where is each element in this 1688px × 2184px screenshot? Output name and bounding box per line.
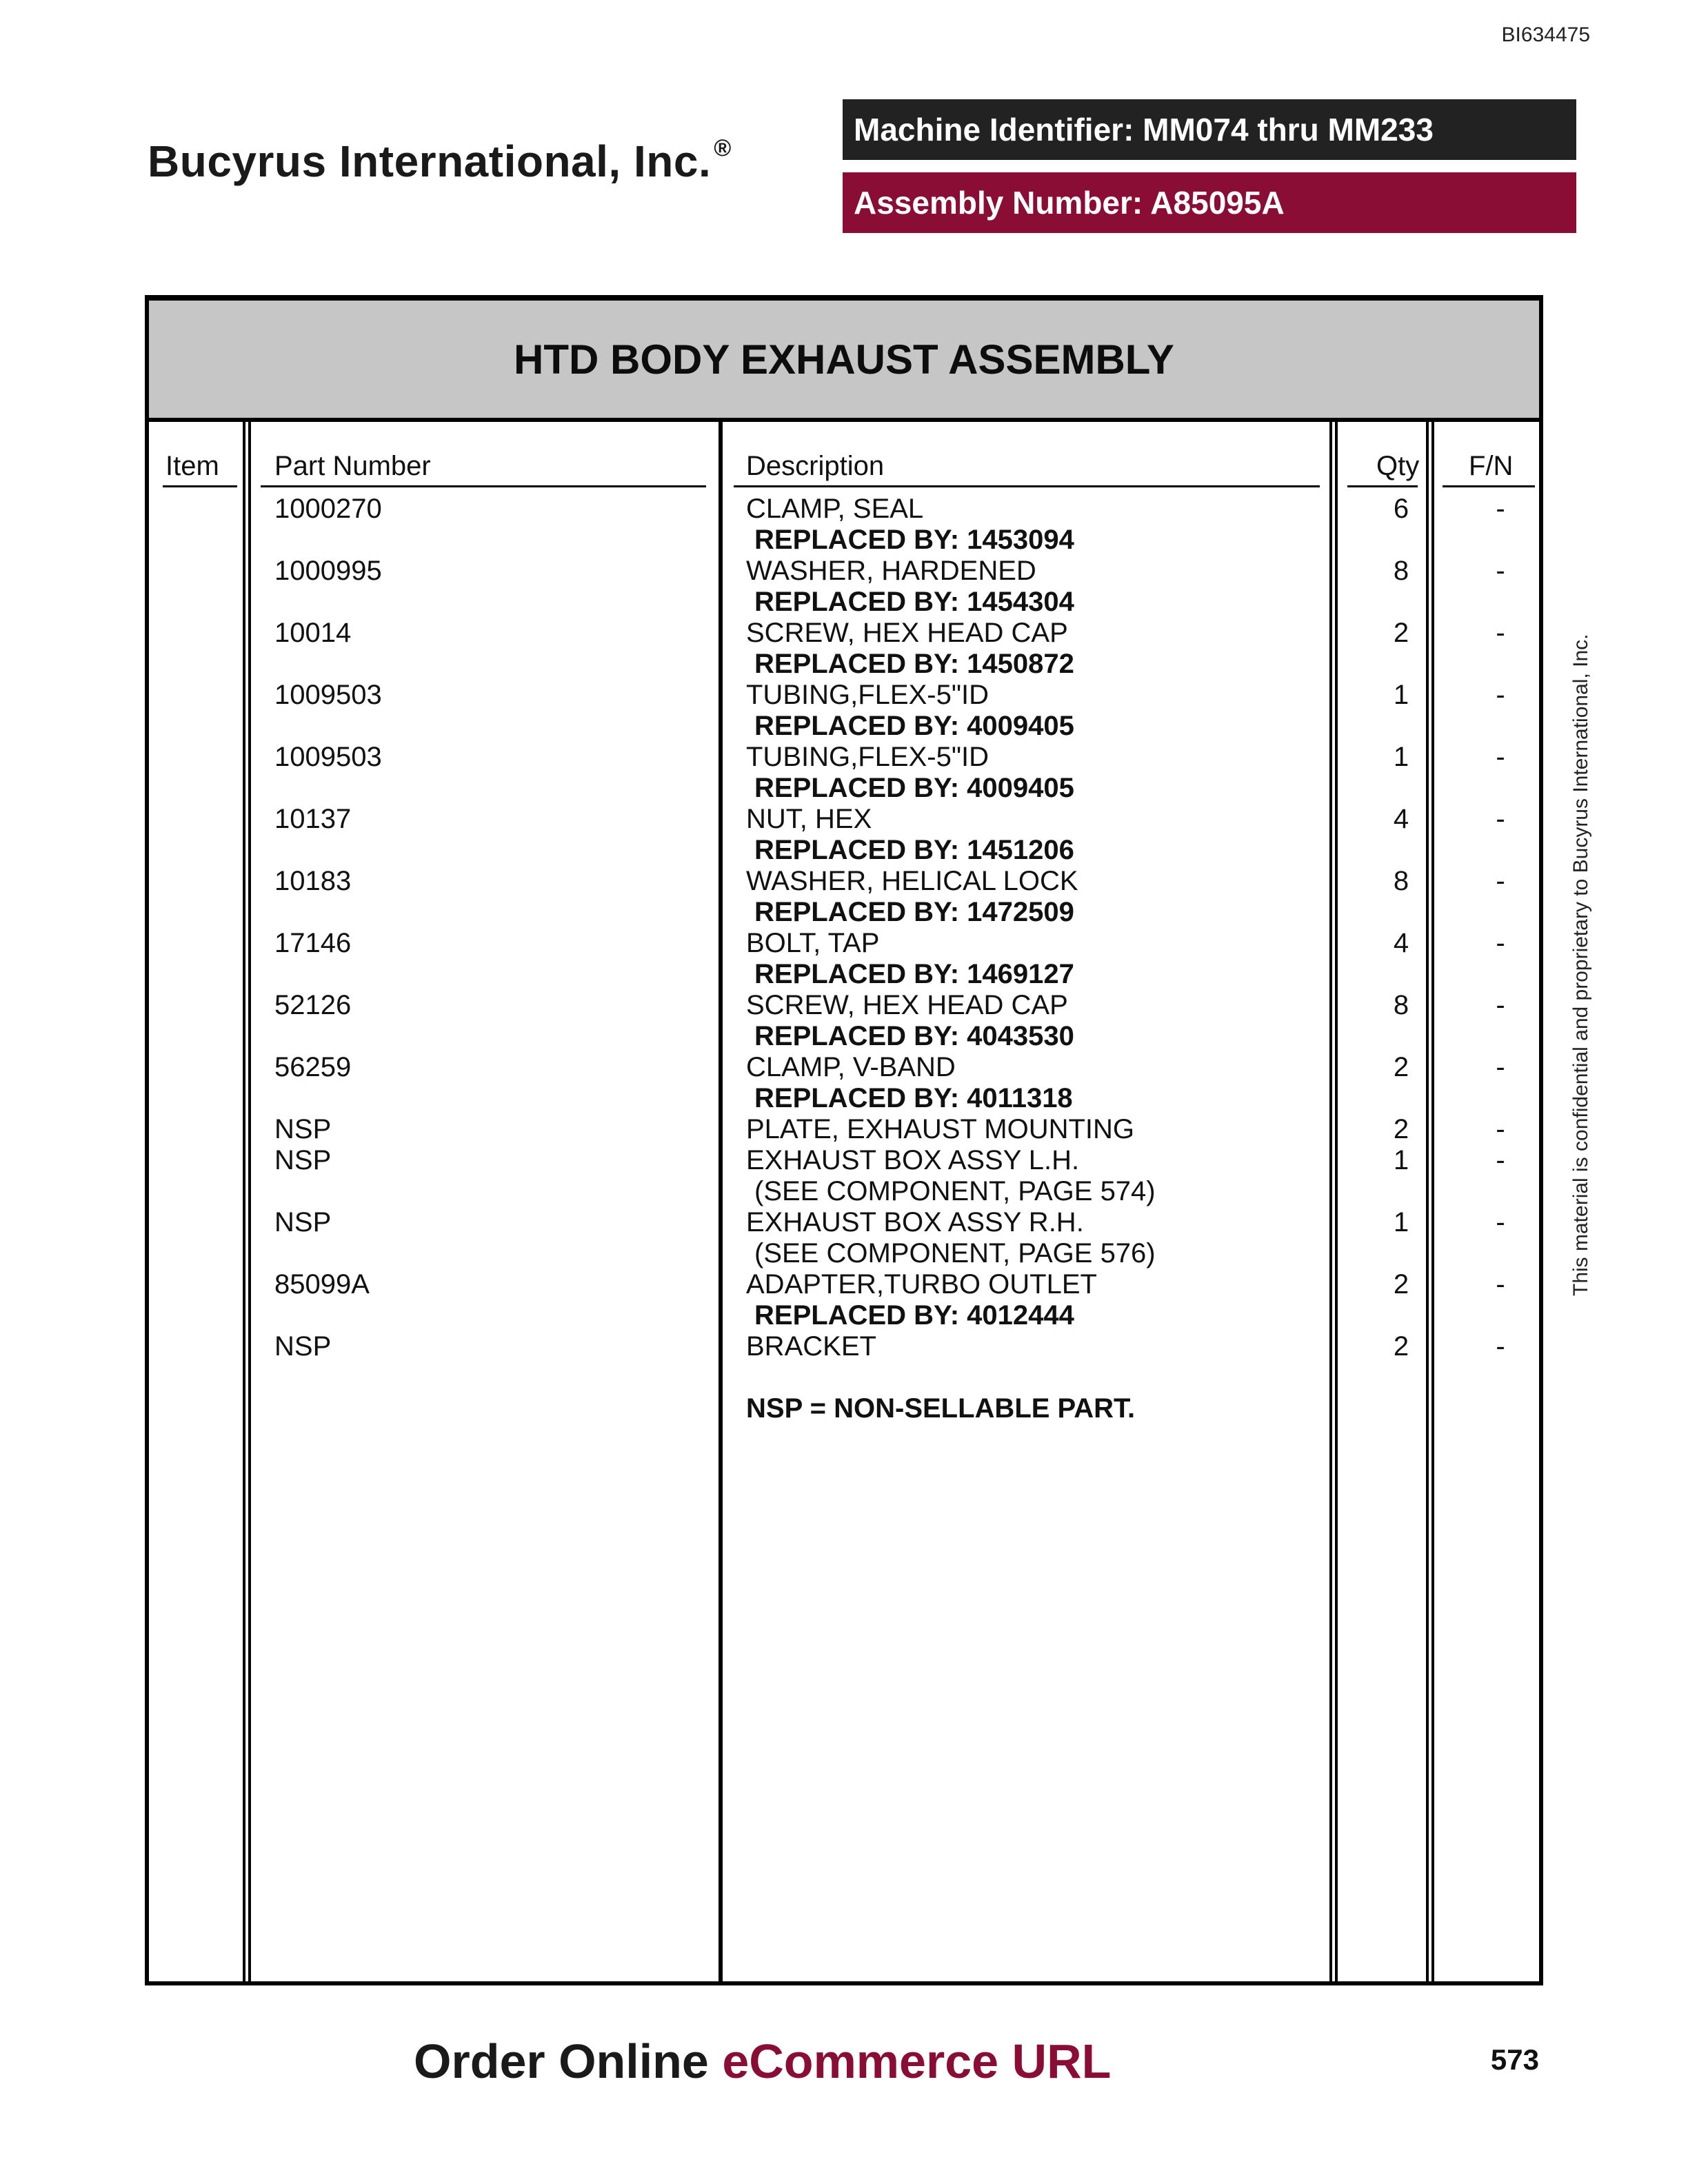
find-number: - xyxy=(1496,1207,1505,1237)
part-number: 10014 xyxy=(274,618,352,648)
description: WASHER, HARDENED xyxy=(746,556,1036,586)
quantity: 1 xyxy=(1393,1145,1409,1175)
find-number: - xyxy=(1496,556,1505,586)
table-row xyxy=(149,1052,1539,1114)
description: EXHAUST BOX ASSY L.H. xyxy=(746,1145,1080,1175)
header-part-number: Part Number xyxy=(274,451,431,481)
description: WASHER, HELICAL LOCK xyxy=(746,866,1078,896)
replaced-by: REPLACED BY: 4012444 xyxy=(754,1300,1074,1331)
part-number: 1000270 xyxy=(274,494,382,524)
part-number: 52126 xyxy=(274,990,352,1020)
page-title: HTD BODY EXHAUST ASSEMBLY xyxy=(514,336,1174,383)
replaced-by: REPLACED BY: 4009405 xyxy=(754,773,1074,803)
replaced-by: REPLACED BY: 1451206 xyxy=(754,835,1074,865)
header-rule xyxy=(261,485,706,487)
part-number: 17146 xyxy=(274,928,352,958)
document-id: BI634475 xyxy=(1501,23,1590,46)
header-item: Item xyxy=(165,451,219,481)
quantity: 8 xyxy=(1393,866,1409,896)
table-row xyxy=(149,680,1539,742)
quantity: 6 xyxy=(1393,494,1409,524)
table-row xyxy=(149,804,1539,866)
header-rule xyxy=(163,485,237,487)
part-number: 10137 xyxy=(274,804,352,834)
description: TUBING,FLEX-5"ID xyxy=(746,680,989,710)
find-number: - xyxy=(1496,618,1505,648)
quantity: 1 xyxy=(1393,680,1409,710)
header-fn: F/N xyxy=(1469,451,1514,481)
table-row xyxy=(149,494,1539,556)
header-qty: Qty xyxy=(1376,451,1420,481)
quantity: 4 xyxy=(1393,928,1409,958)
quantity: 2 xyxy=(1393,618,1409,648)
header-rule xyxy=(1347,485,1418,487)
quantity: 8 xyxy=(1393,556,1409,586)
find-number: - xyxy=(1496,1269,1505,1300)
company-name xyxy=(148,135,732,187)
find-number: - xyxy=(1496,494,1505,524)
header-description: Description xyxy=(746,451,885,481)
replaced-by: REPLACED BY: 1454304 xyxy=(754,587,1074,617)
table-row xyxy=(149,618,1539,680)
part-number: NSP xyxy=(274,1207,332,1237)
quantity: 1 xyxy=(1393,742,1409,772)
replaced-by: REPLACED BY: 1469127 xyxy=(754,959,1074,989)
footer-prefix: Order Online xyxy=(414,2034,709,2088)
title-box xyxy=(149,301,1539,422)
table-row xyxy=(149,742,1539,804)
part-number: 10183 xyxy=(274,866,352,896)
table-row xyxy=(149,1145,1539,1207)
find-number: - xyxy=(1496,990,1505,1020)
description: CLAMP, V-BAND xyxy=(746,1052,956,1082)
registered-mark: ® xyxy=(714,135,732,161)
replaced-by: REPLACED BY: 4043530 xyxy=(754,1021,1074,1051)
part-number: NSP xyxy=(274,1331,332,1362)
replaced-by: REPLACED BY: 1450872 xyxy=(754,649,1074,679)
part-number: NSP xyxy=(274,1145,332,1175)
find-number: - xyxy=(1496,928,1505,958)
part-number: 56259 xyxy=(274,1052,352,1082)
header-rule xyxy=(1443,485,1535,487)
description: BOLT, TAP xyxy=(746,928,880,958)
description: PLATE, EXHAUST MOUNTING xyxy=(746,1114,1135,1144)
table-row xyxy=(149,866,1539,928)
quantity: 8 xyxy=(1393,990,1409,1020)
table-row xyxy=(149,928,1539,990)
description: ADAPTER,TURBO OUTLET xyxy=(746,1269,1097,1300)
table-row xyxy=(149,990,1539,1052)
find-number: - xyxy=(1496,1145,1505,1175)
table-row xyxy=(149,1331,1539,1393)
replaced-by: REPLACED BY: 1472509 xyxy=(754,897,1074,927)
replaced-by: REPLACED BY: 4011318 xyxy=(754,1083,1073,1113)
quantity: 2 xyxy=(1393,1331,1409,1362)
component-ref: (SEE COMPONENT, PAGE 574) xyxy=(754,1176,1156,1206)
description: SCREW, HEX HEAD CAP xyxy=(746,990,1068,1020)
machine-identifier-band: Machine Identifier: MM074 thru MM233 xyxy=(843,99,1576,160)
company-name-text: Bucyrus International, Inc. xyxy=(148,136,712,186)
replaced-by: REPLACED BY: 4009405 xyxy=(754,711,1074,741)
assembly-number-band: Assembly Number: A85095A xyxy=(843,172,1576,233)
nsp-note: NSP = NON-SELLABLE PART. xyxy=(746,1393,1136,1424)
table-row xyxy=(149,1269,1539,1331)
description: NUT, HEX xyxy=(746,804,872,834)
replaced-by: REPLACED BY: 1453094 xyxy=(754,525,1074,555)
table-row xyxy=(149,556,1539,618)
part-number: NSP xyxy=(274,1114,332,1144)
description: SCREW, HEX HEAD CAP xyxy=(746,618,1068,648)
quantity: 1 xyxy=(1393,1207,1409,1237)
description: EXHAUST BOX ASSY R.H. xyxy=(746,1207,1084,1237)
part-number: 1000995 xyxy=(274,556,382,586)
find-number: - xyxy=(1496,680,1505,710)
confidentiality-note: This material is confidential and proprietary to Bucyrus International, Inc. xyxy=(1569,634,1592,1296)
find-number: - xyxy=(1496,1052,1505,1082)
ecommerce-url-link[interactable]: eCommerce URL xyxy=(722,2034,1112,2088)
quantity: 4 xyxy=(1393,804,1409,834)
find-number: - xyxy=(1496,804,1505,834)
find-number: - xyxy=(1496,1331,1505,1362)
description: BRACKET xyxy=(746,1331,876,1362)
description: TUBING,FLEX-5"ID xyxy=(746,742,989,772)
description: CLAMP, SEAL xyxy=(746,494,924,524)
part-number: 1009503 xyxy=(274,742,382,772)
quantity: 2 xyxy=(1393,1269,1409,1300)
find-number: - xyxy=(1496,742,1505,772)
header-rule xyxy=(734,485,1320,487)
find-number: - xyxy=(1496,1114,1505,1144)
page-number: 573 xyxy=(1490,2043,1539,2076)
find-number: - xyxy=(1496,866,1505,896)
part-number: 1009503 xyxy=(274,680,382,710)
quantity: 2 xyxy=(1393,1114,1409,1144)
parts-table-frame xyxy=(145,295,1543,1985)
order-online-footer xyxy=(414,2034,1111,2089)
part-number: 85099A xyxy=(274,1269,370,1300)
table-row xyxy=(149,1207,1539,1269)
component-ref: (SEE COMPONENT, PAGE 576) xyxy=(754,1238,1156,1268)
quantity: 2 xyxy=(1393,1052,1409,1082)
